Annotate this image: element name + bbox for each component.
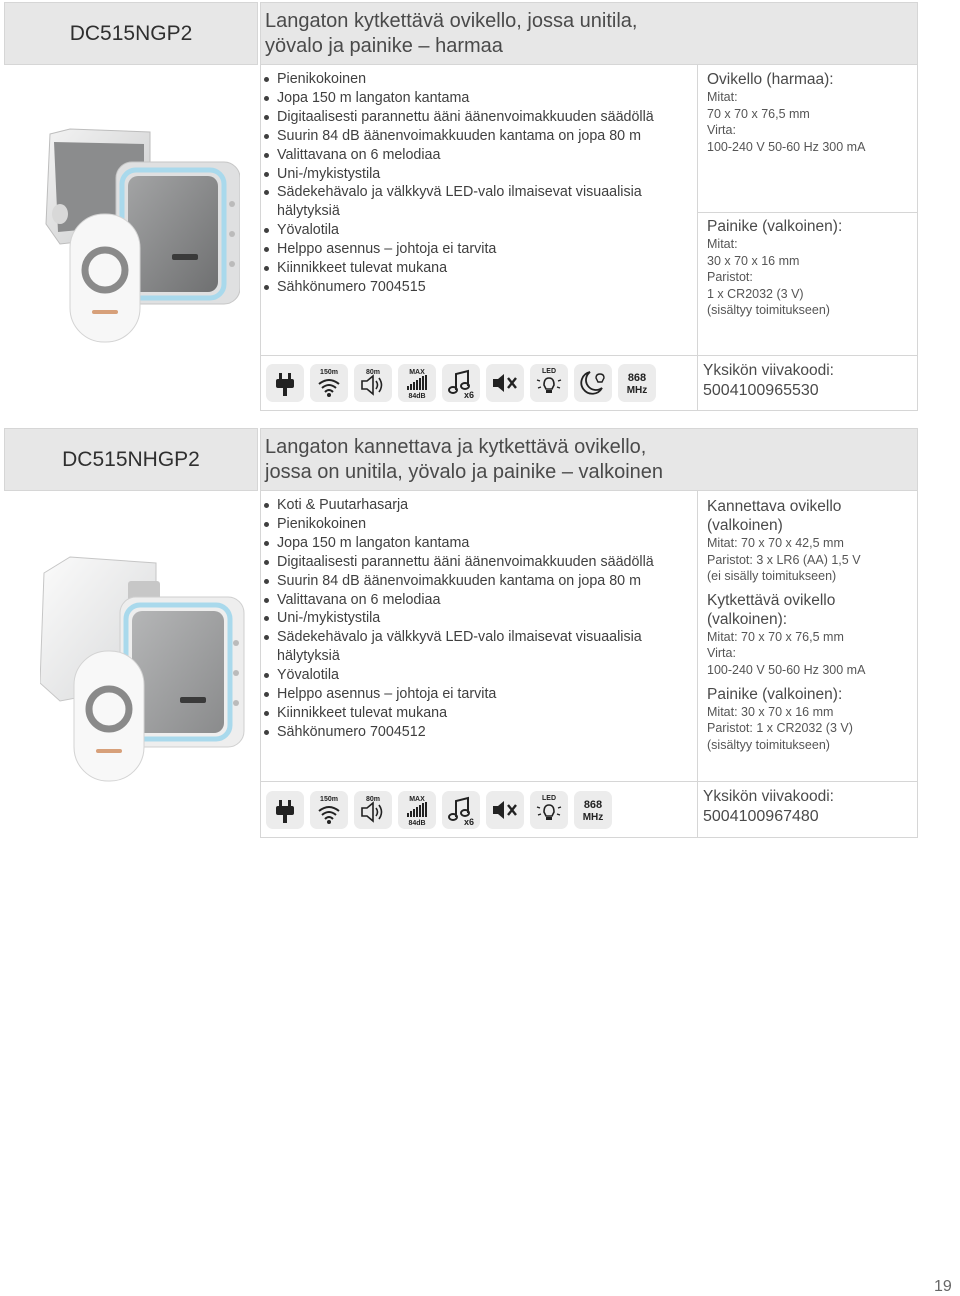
feature-item: Jopa 150 m langaton kantama (263, 534, 697, 553)
product-title-line2: jossa on unitila, yövalo ja painike – valkoinen (265, 461, 664, 483)
spec-value: 100-240 V 50-60 Hz 300 mA (707, 139, 866, 154)
db-label: 84dB (408, 393, 426, 400)
spec-value: 1 x CR2032 (3 V) (707, 286, 804, 301)
specs-cell (698, 65, 918, 356)
volume-range-icon (354, 364, 392, 402)
spec-value: Mitat: 70 x 70 x 42,5 mm (707, 536, 844, 550)
spec-button (698, 213, 917, 319)
spec-value: Paristot: 3 x LR6 (AA) 1,5 V (707, 552, 861, 567)
feature-item: Pienikokoinen (263, 515, 697, 534)
spec-note: (sisältyy toimitukseen) (707, 303, 830, 318)
frequency-top: 868 (583, 798, 603, 811)
spec-label: Mitat: (707, 90, 738, 104)
feature-item: Helppo asennus – johtoja ei tarvita (263, 685, 697, 704)
spec-section-title: Ovikello (harmaa): (707, 71, 834, 88)
feature-item: Sähkönumero 7004512 (263, 723, 697, 742)
feature-item: Uni-/mykistystila (263, 609, 697, 628)
max-label: MAX (409, 795, 425, 803)
led-label: LED (542, 368, 556, 375)
db-label: 84dB (408, 819, 426, 827)
spec-label: Mitat: (707, 237, 738, 251)
frequency-icon (574, 791, 612, 829)
product-title (260, 428, 918, 491)
product-image-gray (40, 84, 240, 359)
barcode-value: 5004100967480 (703, 808, 819, 825)
volume-range-label: 80m (365, 369, 381, 376)
feature-list (261, 65, 697, 297)
wireless-range-icon (310, 791, 348, 829)
max-volume-icon (398, 364, 436, 402)
feature-icons-row (260, 782, 698, 838)
led-light-icon (530, 791, 568, 829)
feature-item: Suurin 84 dB äänenvoimakkuuden kantama on jopa 80 m (263, 127, 697, 146)
volume-range-label: 80m (365, 795, 381, 803)
frequency-bottom: MHz (582, 811, 604, 823)
melody-icon (442, 364, 480, 402)
barcode-value: 5004100965530 (703, 382, 819, 399)
spec-note: (sisältyy toimitukseen) (707, 737, 830, 752)
spec-value: 30 x 70 x 16 mm (707, 253, 800, 268)
product-dc515ngp2 (4, 2, 918, 411)
product-title (260, 2, 918, 65)
product-title-line2: yövalo ja painike – harmaa (265, 35, 503, 57)
mute-icon (486, 791, 524, 829)
max-volume-icon (398, 791, 436, 829)
feature-item: Valittavana on 6 melodiaa (263, 591, 697, 610)
doorbell-gray-image (40, 84, 240, 354)
spec-value: 100-240 V 50-60 Hz 300 mA (707, 662, 866, 677)
product-code: DC515NGP2 (4, 2, 258, 65)
product-dc515nhgp2 (4, 428, 918, 838)
spec-plugin-doorbell (698, 585, 917, 679)
feature-item-continuation: hälytyksiä (277, 203, 340, 220)
range-label: 150m (320, 795, 338, 803)
spec-label: Virta: (707, 123, 736, 138)
product-image-white (40, 533, 245, 808)
features-cell (260, 65, 698, 356)
feature-item: Yövalotila (263, 666, 697, 685)
mute-icon (486, 364, 524, 402)
feature-item: Helppo asennus – johtoja ei tarvita (263, 240, 697, 259)
led-label: LED (542, 794, 556, 802)
max-label: MAX (409, 369, 425, 376)
spec-value: Paristot: 1 x CR2032 (3 V) (707, 721, 853, 736)
spec-section-title: (valkoinen): (707, 610, 788, 628)
spec-label: Virta: (707, 646, 736, 661)
product-code: DC515NHGP2 (4, 428, 258, 491)
barcode-title: Yksikön viivakoodi: (703, 788, 834, 805)
feature-item: Sädekehävalo ja välkkyvä LED-valo ilmaisevat visuaalisia (263, 183, 697, 202)
melodies-label: x6 (463, 390, 475, 400)
spec-section-title: Kytkettävä ovikello (707, 591, 836, 609)
wireless-range-icon (310, 364, 348, 402)
frequency-bottom: MHz (626, 385, 648, 396)
feature-item: Koti & Puutarhasarja (263, 496, 697, 515)
plug-icon (266, 364, 304, 402)
frequency-top: 868 (627, 372, 647, 384)
spec-section-title: (valkoinen) (707, 517, 783, 534)
spec-note: (ei sisälly toimitukseen) (707, 569, 837, 584)
feature-item: Digitaalisesti parannettu ääni äänenvoimakkuuden säädöllä (263, 108, 697, 127)
feature-item: Yövalotila (263, 221, 697, 240)
melodies-label: x6 (463, 816, 475, 827)
feature-item: Sädekehävalo ja välkkyvä LED-valo ilmaisevat visuaalisia (263, 628, 697, 647)
spec-doorbell (698, 65, 917, 212)
spec-portable-doorbell (698, 491, 917, 585)
spec-label: Paristot: (707, 270, 753, 285)
spec-section-title: Kannettava ovikello (707, 498, 842, 515)
feature-list (261, 491, 697, 742)
spec-value: Mitat: 70 x 70 x 76,5 mm (707, 629, 844, 644)
product-title-line1: Langaton kannettava ja kytkettävä ovikello, (265, 436, 647, 458)
spec-value: Mitat: 30 x 70 x 16 mm (707, 704, 834, 719)
spec-value: 70 x 70 x 76,5 mm (707, 106, 810, 121)
specs-cell (698, 491, 918, 782)
volume-range-icon (354, 791, 392, 829)
feature-item: Sähkönumero 7004515 (263, 278, 697, 297)
led-light-icon (530, 364, 568, 402)
barcode-title: Yksikön viivakoodi: (703, 362, 834, 379)
spec-section-title: Painike (valkoinen): (707, 218, 843, 235)
feature-item: Valittavana on 6 melodiaa (263, 146, 697, 165)
range-label: 150m (320, 369, 338, 376)
feature-item: Uni-/mykistystila (263, 165, 697, 184)
page-number: 19 (934, 1278, 952, 1295)
barcode-cell (698, 356, 918, 411)
night-light-icon (574, 364, 612, 402)
feature-item: Suurin 84 dB äänenvoimakkuuden kantama on jopa 80 m (263, 572, 697, 591)
product-title-line1: Langaton kytkettävä ovikello, jossa unitila, (265, 10, 638, 32)
doorbell-white-image (40, 533, 245, 803)
plug-icon (266, 791, 304, 829)
feature-item: Kiinnikkeet tulevat mukana (263, 704, 697, 723)
feature-icons-row (260, 356, 698, 411)
spec-button (698, 679, 917, 754)
barcode-cell (698, 782, 918, 838)
melody-icon (442, 791, 480, 829)
feature-item: Digitaalisesti parannettu ääni äänenvoimakkuuden säädöllä (263, 553, 697, 572)
feature-item: Kiinnikkeet tulevat mukana (263, 259, 697, 278)
feature-item: Jopa 150 m langaton kantama (263, 89, 697, 108)
spec-section-title: Painike (valkoinen): (707, 685, 843, 703)
frequency-icon (618, 364, 656, 402)
feature-item: Pienikokoinen (263, 70, 697, 89)
feature-item-continuation: hälytyksiä (277, 648, 340, 665)
features-cell (260, 491, 698, 782)
